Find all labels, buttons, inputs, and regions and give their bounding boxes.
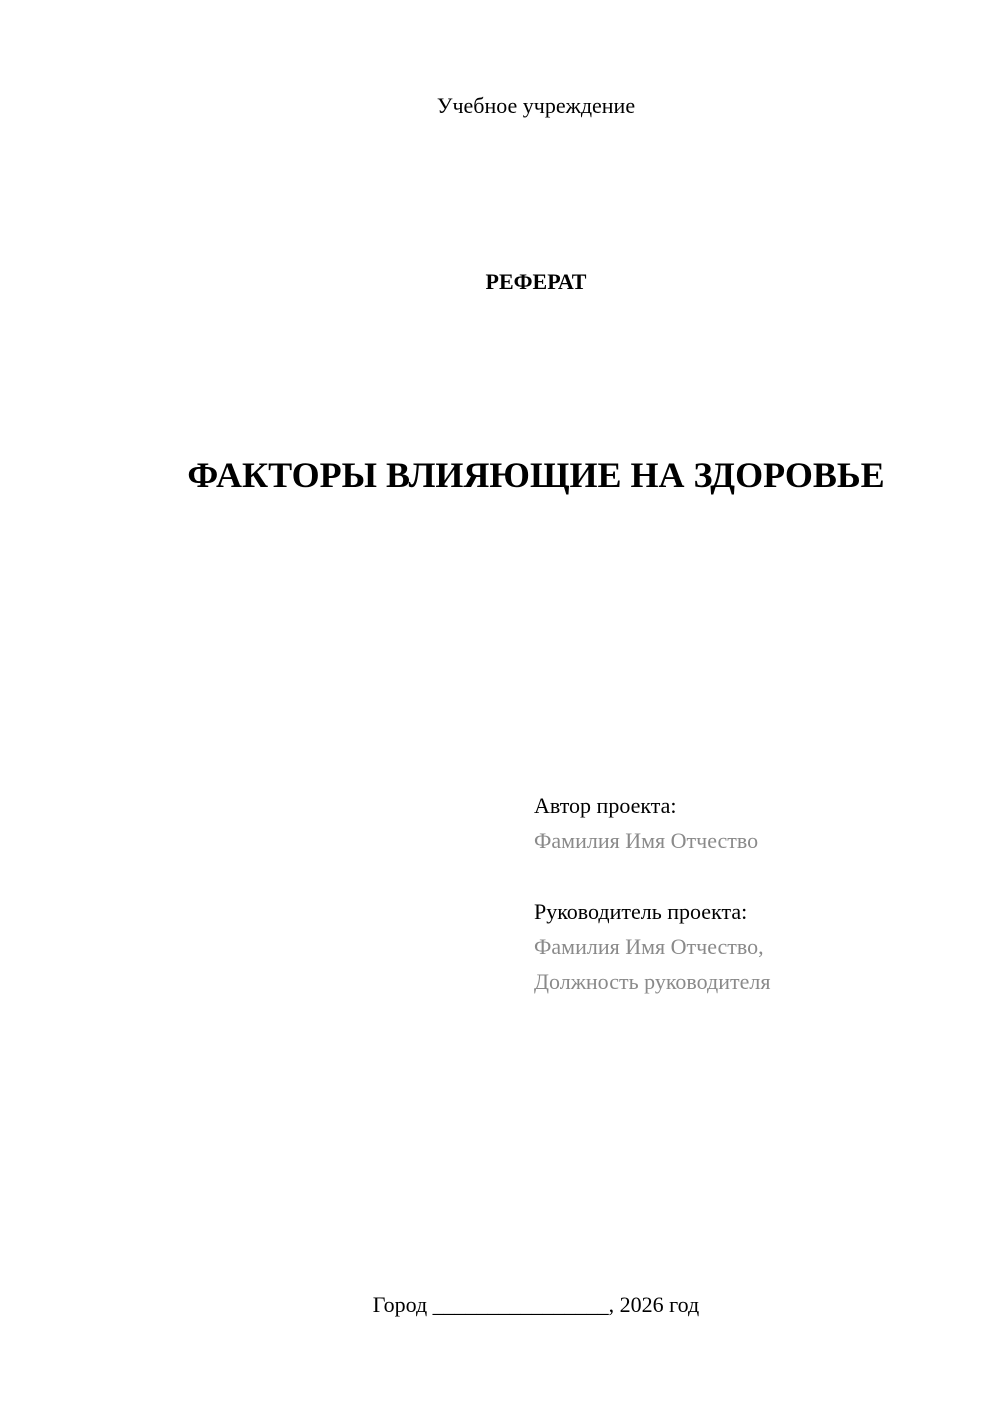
credits-spacer [534, 858, 770, 894]
document-title: ФАКТОРЫ ВЛИЯЮЩИЕ НА ЗДОРОВЬЕ [187, 455, 885, 495]
supervisor-position: Должность руководителя [534, 969, 771, 994]
author-label: Автор проекта: [534, 793, 677, 818]
institution-name: Учебное учреждение [436, 93, 636, 118]
supervisor-label: Руководитель проекта: [534, 899, 748, 924]
credits-block [534, 788, 770, 999]
document-type: РЕФЕРАТ [485, 269, 587, 294]
city-year-line: Город ________________, 2026 год [372, 1292, 700, 1317]
author-name: Фамилия Имя Отчество [534, 828, 759, 853]
supervisor-name: Фамилия Имя Отчество, [534, 934, 764, 959]
